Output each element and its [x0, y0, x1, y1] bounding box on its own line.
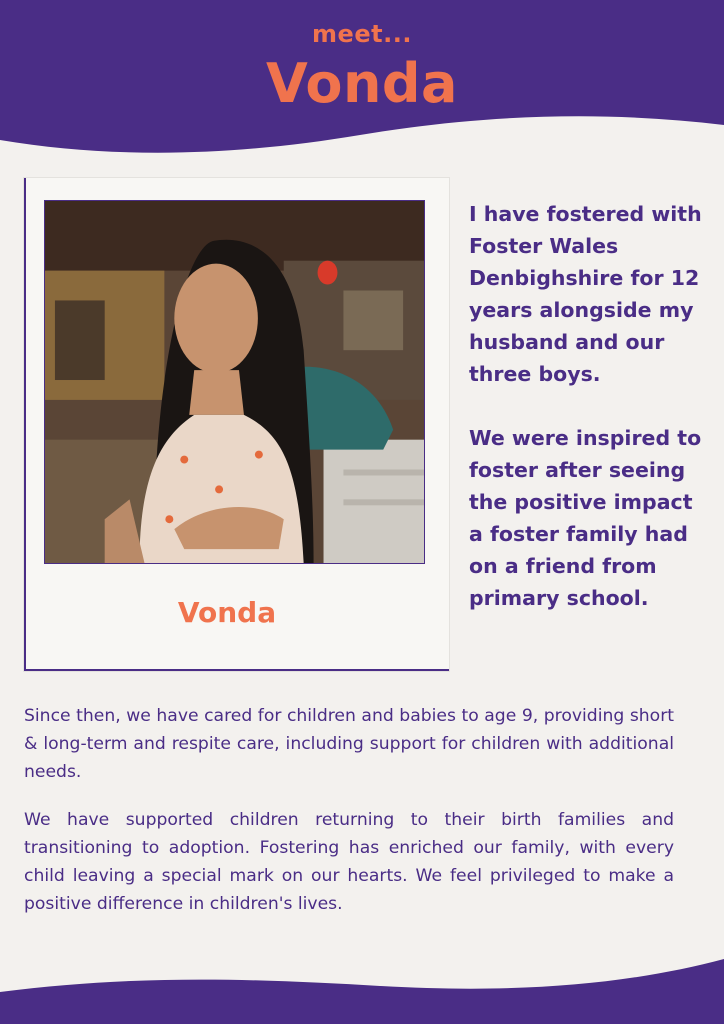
page-title: Vonda	[266, 52, 458, 115]
photo-frame	[24, 178, 449, 671]
quote-paragraph: I have fostered with Foster Wales Denbighshire for 12 years alongside my husband and our three boys.	[469, 202, 702, 386]
story-body	[24, 702, 674, 918]
photo-caption: Vonda	[177, 596, 277, 629]
quote-block	[469, 198, 709, 614]
portrait-photo	[44, 200, 425, 564]
body-paragraph: We have supported children returning to their birth families and transitioning to adoption. Fostering has enriched our family, with every child leaving a special mark on our hearts. We feel privileged to make a positive difference in children's lives.	[24, 810, 674, 914]
footer-wave-band	[0, 954, 724, 1024]
meet-kicker: meet...	[312, 20, 412, 48]
body-paragraph: Since then, we have cared for children and babies to age 9, providing short & long-term and respite care, including support for children with additional needs.	[24, 706, 674, 782]
quote-paragraph: We were inspired to foster after seeing the positive impact a foster family had on a friend from primary school.	[469, 426, 702, 610]
